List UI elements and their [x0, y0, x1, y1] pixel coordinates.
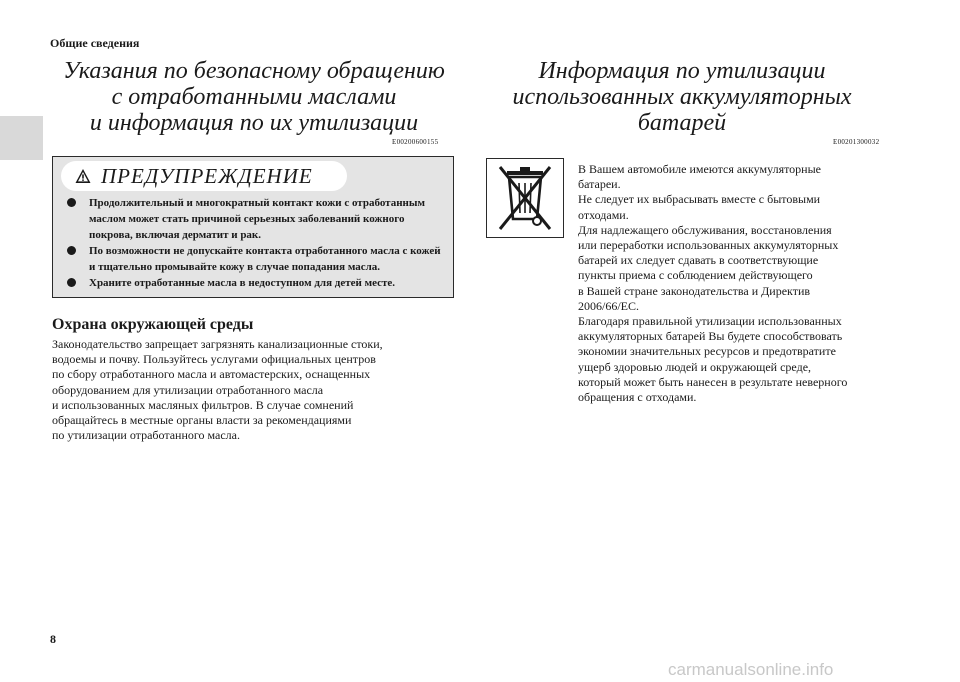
heading-line: Информация по утилизации — [538, 58, 826, 84]
paragraph-line: отходами. — [578, 207, 629, 222]
paragraph-line: обращения с отходами. — [578, 390, 697, 405]
section-code: E00201300032 — [833, 138, 880, 146]
paragraph-line: ущерб здоровью людей и окружающей среде, — [578, 359, 812, 374]
heading-line: и информация по их утилизации — [89, 110, 419, 136]
paragraph-line: пункты приема с соблюдением действующего — [578, 268, 813, 283]
bullet-icon — [67, 198, 76, 207]
warning-item-text: Продолжительный и многократный контакт кожи с отработанным маслом может стать причиной серьезных заболеваний кожного покрова, включая дерматит и рак. — [89, 197, 425, 241]
paragraph-line: 2006/66/EC. — [578, 298, 640, 313]
warning-list — [67, 195, 447, 291]
paragraph-line: обращайтесь в местные органы власти за рекомендациями — [52, 413, 352, 428]
battery-disposal-heading — [486, 58, 878, 136]
warning-box — [52, 156, 454, 298]
paragraph-line: батарей их следует сдавать в соответствующие — [578, 253, 819, 268]
paragraph-line: по сбору отработанного масла и автомастерских, оснащенных — [52, 367, 371, 382]
heading-line: с отработанными маслами — [111, 84, 397, 110]
paragraph-line: и использованных масляных фильтров. В случае сомнений — [52, 397, 354, 412]
paragraph-line: или переработки использованных аккумуляторных — [578, 238, 839, 253]
environment-paragraph — [52, 337, 462, 443]
battery-paragraph — [578, 162, 888, 405]
warning-header — [61, 161, 347, 191]
running-header: Общие сведения — [50, 36, 140, 50]
bullet-icon — [67, 278, 76, 287]
paragraph-line: Для надлежащего обслуживания, восстановления — [578, 222, 832, 237]
paragraph-line: Благодаря правильной утилизации использованных — [578, 314, 842, 329]
paragraph-line: экономии значительных ресурсов и предотвратите — [578, 344, 836, 359]
paragraph-line: батареи. — [578, 177, 621, 192]
paragraph-line: Законодательство запрещает загрязнять канализационные стоки, — [52, 337, 383, 351]
warning-item-text: По возможности не допускайте контакта отработанного масла с кожей и тщательно промывайте кожу в случае попадания масла. — [89, 245, 441, 273]
paragraph-line: который может быть нанесен в результате неверного — [578, 374, 848, 389]
warning-item — [67, 275, 447, 291]
warning-item — [67, 195, 447, 243]
paragraph-line: по утилизации отработанного масла. — [52, 428, 240, 443]
paragraph-line: водоемы и почву. Пользуйтесь услугами официальных центров — [52, 352, 376, 367]
side-tab-marker — [0, 116, 43, 160]
crossed-out-wheelie-bin-icon — [487, 159, 563, 237]
warning-item — [67, 243, 447, 275]
weee-symbol — [486, 158, 564, 238]
heading-line: Указания по безопасному обращению — [63, 58, 445, 84]
paragraph-line: оборудованием для утилизации отработанного масла — [52, 382, 324, 397]
paragraph-line: в Вашей стране законодательства и Директив — [578, 283, 811, 298]
environment-section-title: Охрана окружающей среды — [52, 316, 254, 333]
page-number: 8 — [50, 632, 56, 646]
warning-triangle-icon — [75, 168, 91, 184]
warning-item-text: Храните отработанные масла в недоступном для детей месте. — [89, 277, 396, 289]
heading-line: использованных аккумуляторных — [512, 84, 852, 110]
oil-safety-heading — [52, 58, 456, 136]
heading-line: батарей — [637, 110, 727, 136]
warning-title: ПРЕДУПРЕЖДЕНИЕ — [101, 164, 313, 188]
watermark-text: carmanualsonline.info — [668, 660, 834, 679]
paragraph-line: В Вашем автомобиле имеются аккумуляторные — [578, 162, 821, 176]
bullet-icon — [67, 246, 76, 255]
section-code: E00200600155 — [392, 138, 439, 146]
paragraph-line: аккумуляторных батарей Вы будете способствовать — [578, 329, 843, 344]
paragraph-line: Не следует их выбрасывать вместе с бытовыми — [578, 192, 821, 207]
